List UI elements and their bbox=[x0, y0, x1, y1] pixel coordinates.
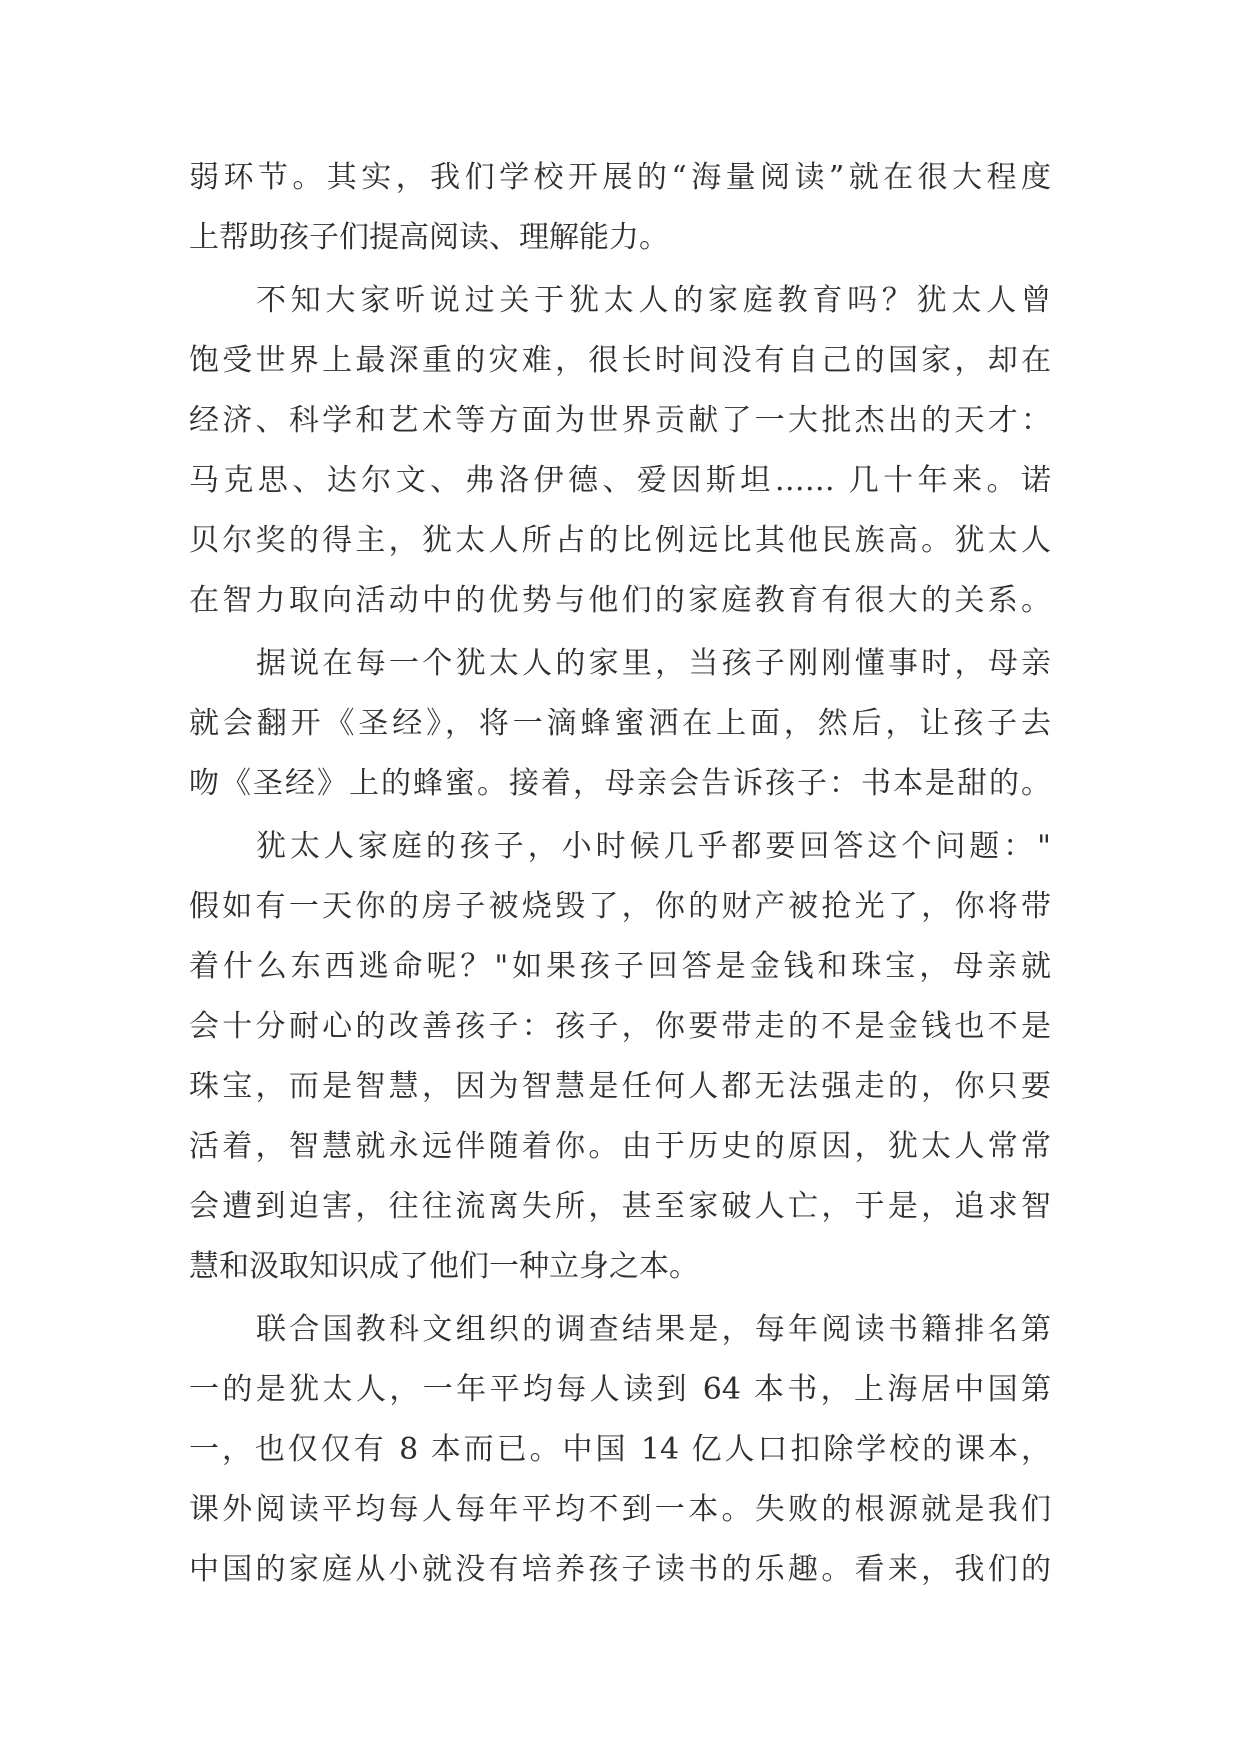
text-line: 假如有一天你的房子被烧毁了，你的财产被抢光了，你将带 bbox=[189, 889, 1051, 924]
paragraph bbox=[189, 271, 1051, 631]
text-line: 课外阅读平均每人每年平均不到一本。失败的根源就是我们 bbox=[189, 1492, 1051, 1527]
text-line: 珠宝，而是智慧，因为智慧是任何人都无法强走的，你只要 bbox=[189, 1069, 1051, 1104]
text-line: 弱环节。其实，我们学校开展的“海量阅读”就在很大程度 bbox=[189, 160, 1051, 195]
text-line: 联合国教科文组织的调查结果是，每年阅读书籍排名第 bbox=[256, 1312, 1051, 1347]
text-line: 马克思、达尔文、弗洛伊德、爱因斯坦…… 几十年来。诺 bbox=[189, 463, 1051, 498]
text-line: 就会翻开《圣经》，将一滴蜂蜜洒在上面，然后，让孩子去 bbox=[189, 706, 1051, 741]
text-line: 犹太人家庭的孩子，小时候几乎都要回答这个问题：" bbox=[256, 829, 1051, 864]
text-line: 着什么东西逃命呢？"如果孩子回答是金钱和珠宝，母亲就 bbox=[189, 949, 1051, 984]
text-line: 据说在每一个犹太人的家里，当孩子刚刚懂事时，母亲 bbox=[256, 646, 1051, 681]
text-line: 饱受世界上最深重的灾难，很长时间没有自己的国家，却在 bbox=[189, 343, 1051, 378]
text-line: 慧和汲取知识成了他们一种立身之本。 bbox=[189, 1249, 699, 1284]
text-line: 活着，智慧就永远伴随着你。由于历史的原因，犹太人常常 bbox=[189, 1129, 1051, 1164]
text-line: 会遭到迫害，往往流离失所，甚至家破人亡，于是，追求智 bbox=[189, 1189, 1051, 1224]
paragraph bbox=[189, 817, 1051, 1297]
text-line: 一的是犹太人，一年平均每人读到 64 本书，上海居中国第 bbox=[189, 1372, 1051, 1407]
text-line: 贝尔奖的得主，犹太人所占的比例远比其他民族高。犹太人 bbox=[189, 523, 1051, 558]
text-line: 在智力取向活动中的优势与他们的家庭教育有很大的关系。 bbox=[189, 583, 1051, 618]
paragraph bbox=[189, 148, 1051, 268]
text-line: 会十分耐心的改善孩子：孩子，你要带走的不是金钱也不是 bbox=[189, 1009, 1051, 1044]
text-line: 不知大家听说过关于犹太人的家庭教育吗？犹太人曾 bbox=[256, 283, 1051, 318]
paragraph bbox=[189, 634, 1051, 814]
document-page bbox=[189, 148, 1051, 1600]
paragraph bbox=[189, 1300, 1051, 1600]
text-line: 经济、科学和艺术等方面为世界贡献了一大批杰出的天才： bbox=[189, 403, 1051, 438]
text-line: 一，也仅仅有 8 本而已。中国 14 亿人口扣除学校的课本， bbox=[189, 1432, 1051, 1467]
text-line: 吻《圣经》上的蜂蜜。接着，母亲会告诉孩子：书本是甜的。 bbox=[189, 766, 1051, 801]
text-line: 中国的家庭从小就没有培养孩子读书的乐趣。看来，我们的 bbox=[189, 1552, 1051, 1587]
text-line: 上帮助孩子们提高阅读、理解能力。 bbox=[189, 220, 669, 255]
